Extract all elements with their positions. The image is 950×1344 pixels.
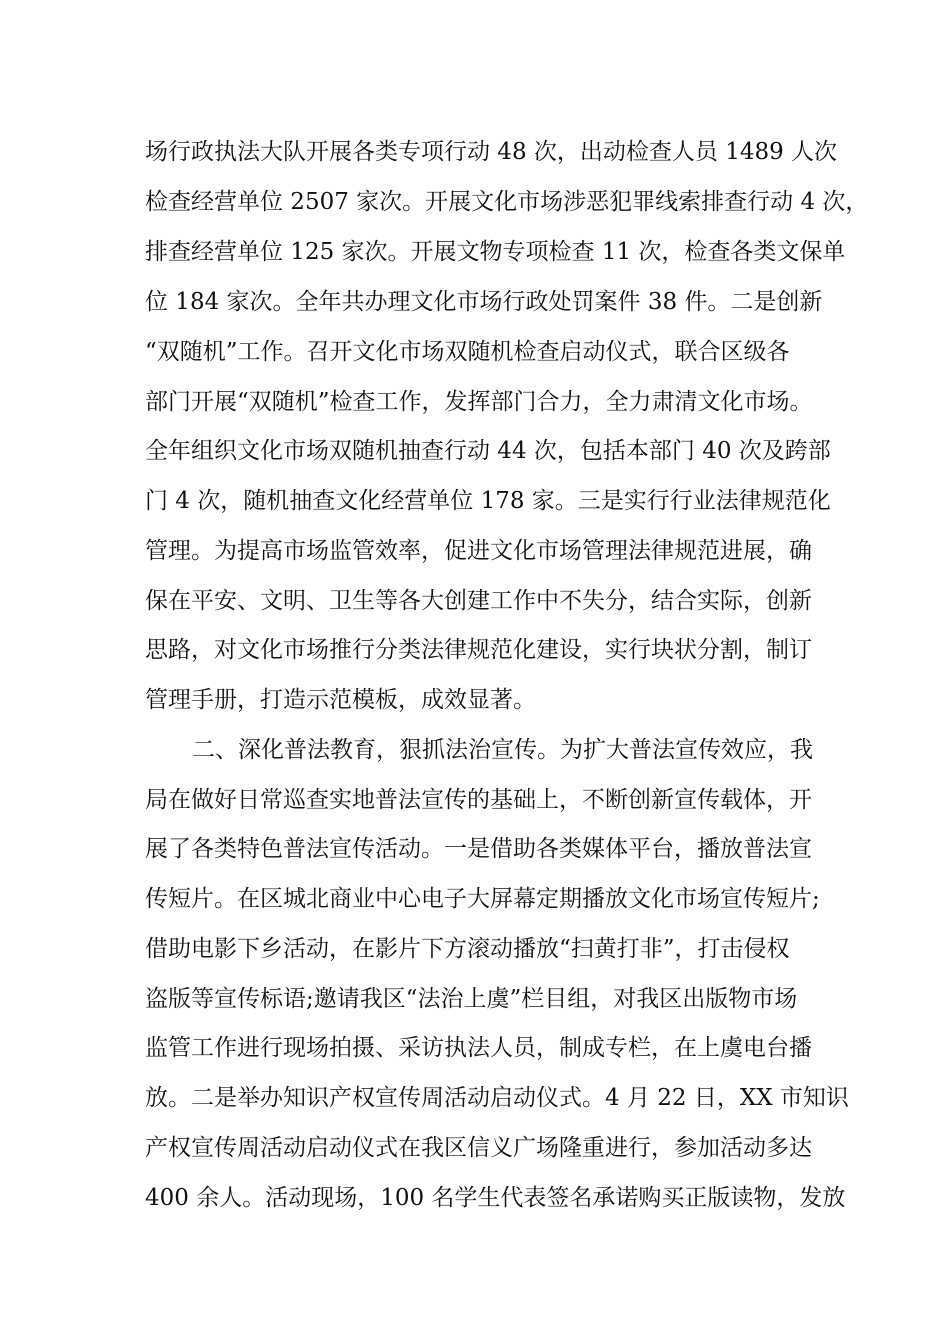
text-line: 位 184 家次。全年共办理文化市场行政处罚案件 38 件。二是创新 xyxy=(145,289,823,315)
text-line: 传短片。在区城北商业中心电子大屏幕定期播放文化市场宣传短片; xyxy=(145,886,820,912)
text-line: 局在做好日常巡查实地普法宣传的基础上，不断创新宣传载体，开 xyxy=(145,787,812,813)
text-line: 放。二是举办知识产权宣传周活动启动仪式。4 月 22 日，XX 市知识 xyxy=(145,1085,849,1111)
text-line: “双随机”工作。召开文化市场双随机检查启动仪式，联合区级各 xyxy=(145,339,790,365)
text-line: 保在平安、文明、卫生等各大创建工作中不失分，结合实际，创新 xyxy=(145,588,812,614)
text-line: 400 余人。活动现场，100 名学生代表签名承诺购买正版读物，发放 xyxy=(145,1185,846,1211)
text-line: 展了各类特色普法宣传活动。一是借助各类媒体平台，播放普法宣 xyxy=(145,836,812,862)
text-line: 门 4 次，随机抽查文化经营单位 178 家。三是实行行业法律规范化 xyxy=(145,488,831,514)
text-line: 部门开展“双随机”检查工作，发挥部门合力，全力肃清文化市场。 xyxy=(145,389,813,415)
text-line: 监管工作进行现场拍摄、采访执法人员，制成专栏，在上虞电台播 xyxy=(145,1035,812,1061)
text-line: 全年组织文化市场双随机抽查行动 44 次，包括本部门 40 次及跨部 xyxy=(145,438,831,464)
text-line: 产权宣传周活动启动仪式在我区信义广场隆重进行，参加活动多达 xyxy=(145,1135,812,1161)
text-line: 借助电影下乡活动，在影片下方滚动播放“扫黄打非”，打击侵权 xyxy=(145,936,790,962)
text-line: 场行政执法大队开展各类专项行动 48 次，出动检查人员 1489 人次 xyxy=(145,139,838,165)
text-line: 思路，对文化市场推行分类法律规范化建设，实行块状分割，制订 xyxy=(145,637,812,663)
text-line: 检查经营单位 2507 家次。开展文化市场涉恶犯罪线索排查行动 4 次， xyxy=(145,189,869,215)
paragraph-first-line: 二、深化普法教育，狠抓法治宣传。为扩大普法宣传效应，我 xyxy=(192,737,813,763)
text-line: 管理手册，打造示范模板，成效显著。 xyxy=(145,687,536,713)
text-line: 盗版等宣传标语;邀请我区“法治上虞”栏目组，对我区出版物市场 xyxy=(145,986,798,1012)
text-line: 排查经营单位 125 家次。开展文物专项检查 11 次，检查各类文保单 xyxy=(145,239,846,265)
text-line: 管理。为提高市场监管效率，促进文化市场管理法律规范进展，确 xyxy=(145,538,812,564)
